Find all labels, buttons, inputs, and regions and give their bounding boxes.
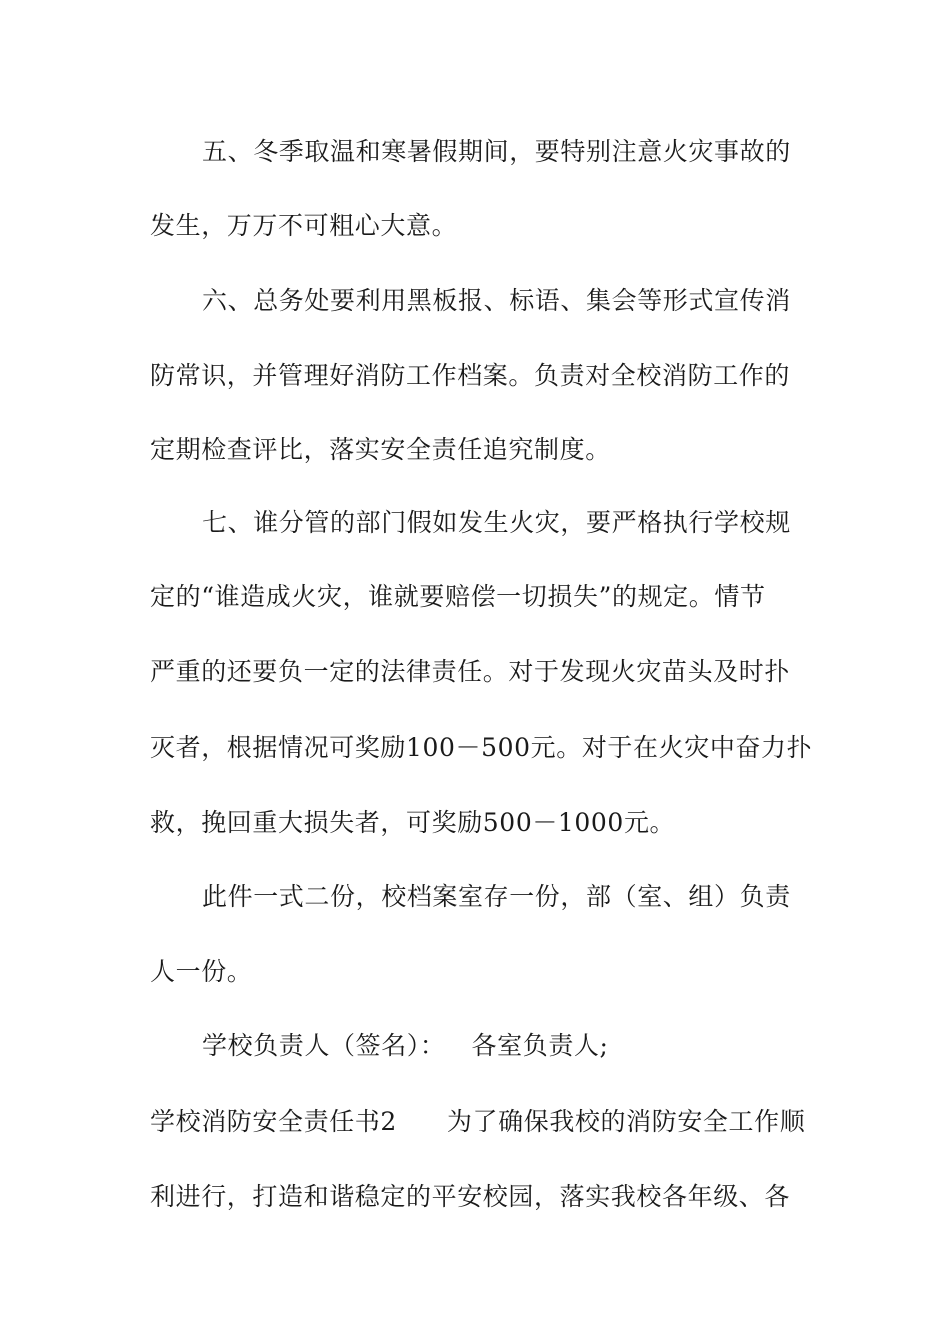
signature-line <box>202 1029 609 1063</box>
room-head-signature-label: 各室负责人; <box>471 1031 609 1060</box>
paragraph-6-line-3: 定期检查评比，落实安全责任追究制度。 <box>150 435 611 464</box>
paragraph-7-line-2: 定的“谁造成火灾，谁就要赔偿一切损失”的规定。情节 <box>150 582 766 611</box>
paragraph-7-line-1: 七、谁分管的部门假如发生火灾，要严格执行学校规 <box>202 508 791 537</box>
copies-note-line-1: 此件一式二份，校档案室存一份，部（室、组）负责 <box>202 882 791 911</box>
paragraph-5-line-1: 五、冬季取温和寒暑假期间，要特别注意火灾事故的 <box>202 137 791 166</box>
school-head-signature-label: 学校负责人（签名）： <box>202 1031 446 1060</box>
copies-note-line-2: 人一份。 <box>150 957 253 986</box>
paragraph-7-line-3: 严重的还要负一定的法律责任。对于发现火灾苗头及时扑 <box>150 657 791 686</box>
paragraph-6-line-2: 防常识，并管理好消防工作档案。负责对全校消防工作的 <box>150 361 791 390</box>
paragraph-7-line-5: 救，挽回重大损失者，可奖励500－1000元。 <box>150 808 676 837</box>
paragraph-5-line-2: 发生，万万不可粗心大意。 <box>150 211 458 240</box>
section-2-line-1 <box>150 1105 805 1139</box>
section-2-title: 学校消防安全责任书2 <box>150 1107 397 1136</box>
paragraph-6-line-1: 六、总务处要利用黑板报、标语、集会等形式宣传消 <box>202 286 791 315</box>
section-2-line-2: 利进行，打造和谐稳定的平安校园，落实我校各年级、各 <box>150 1182 791 1211</box>
paragraph-7-line-4: 灭者，根据情况可奖励100－500元。对于在火灾中奋力扑 <box>150 733 813 762</box>
section-2-intro-text: 为了确保我校的消防安全工作顺 <box>446 1107 806 1136</box>
